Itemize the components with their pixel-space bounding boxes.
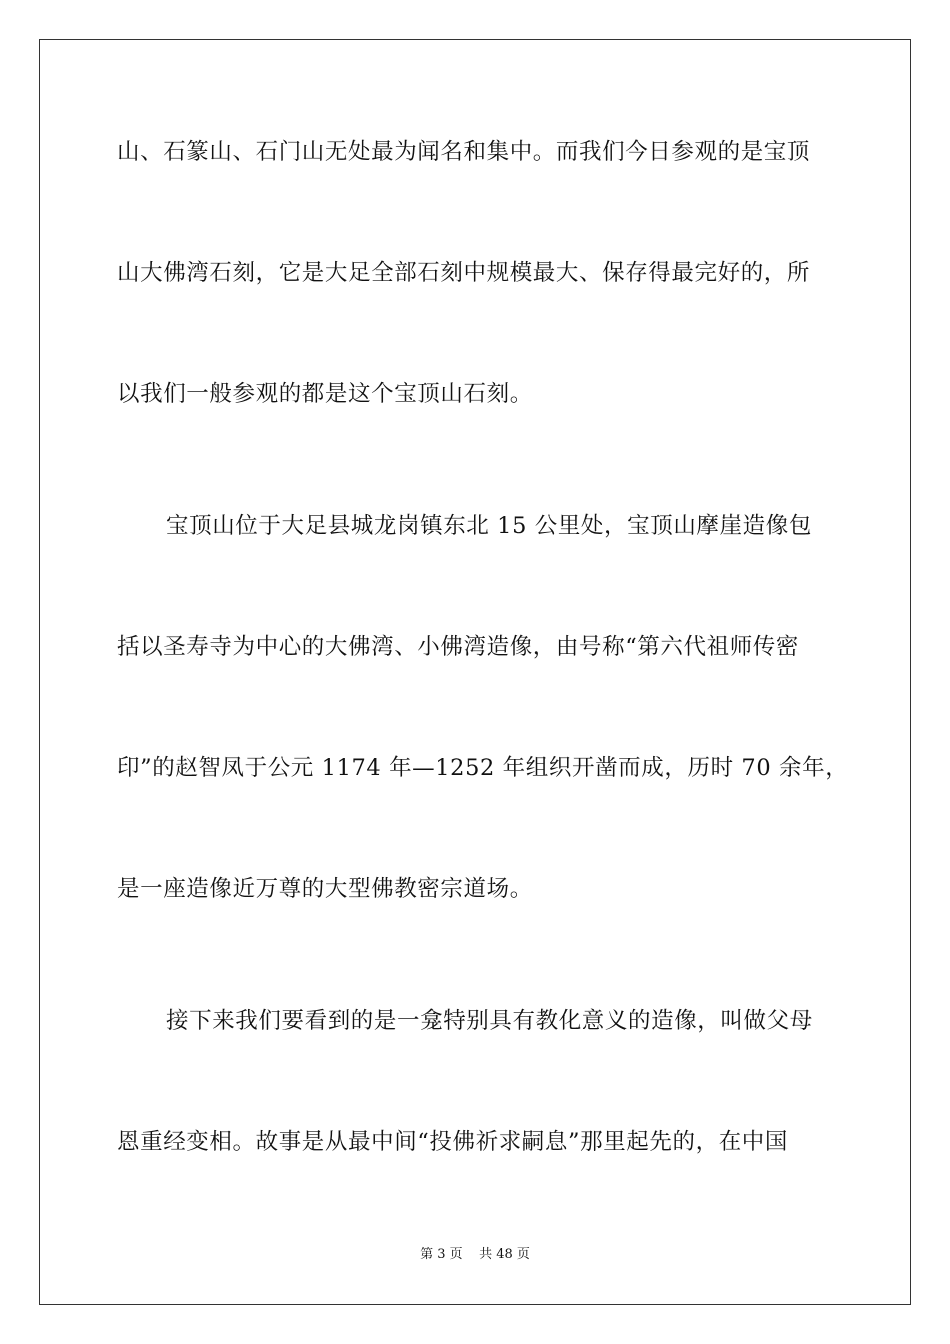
paragraph-line: 山、石篆山、石门山无处最为闻名和集中。而我们今日参观的是宝顶 (117, 139, 811, 165)
paragraph-line: 恩重经变相。故事是从最中间“投佛祈求嗣息”那里起先的，在中国 (117, 1129, 789, 1155)
paragraph-line: 接下来我们要看到的是一龛特别具有教化意义的造像，叫做父母 (166, 1008, 813, 1034)
page-number: 第 3 页 共 48 页 (420, 1247, 530, 1262)
paragraph-line: 以我们一般参观的都是这个宝顶山石刻。 (117, 381, 533, 407)
paragraph-line: 括以圣寿寺为中心的大佛湾、小佛湾造像，由号称“第六代祖师传密 (117, 634, 800, 660)
paragraph-line: 是一座造像近万尊的大型佛教密宗道场。 (117, 876, 533, 902)
page-border (39, 39, 911, 1305)
paragraph-line: 印”的赵智凤于公元 1174 年—1252 年组织开凿而成，历时 70 余年， (117, 755, 849, 781)
paragraph-line: 宝顶山位于大足县城龙岗镇东北 15 公里处，宝顶山摩崖造像包 (166, 513, 812, 539)
paragraph-line: 山大佛湾石刻，它是大足全部石刻中规模最大、保存得最完好的，所 (117, 260, 811, 286)
